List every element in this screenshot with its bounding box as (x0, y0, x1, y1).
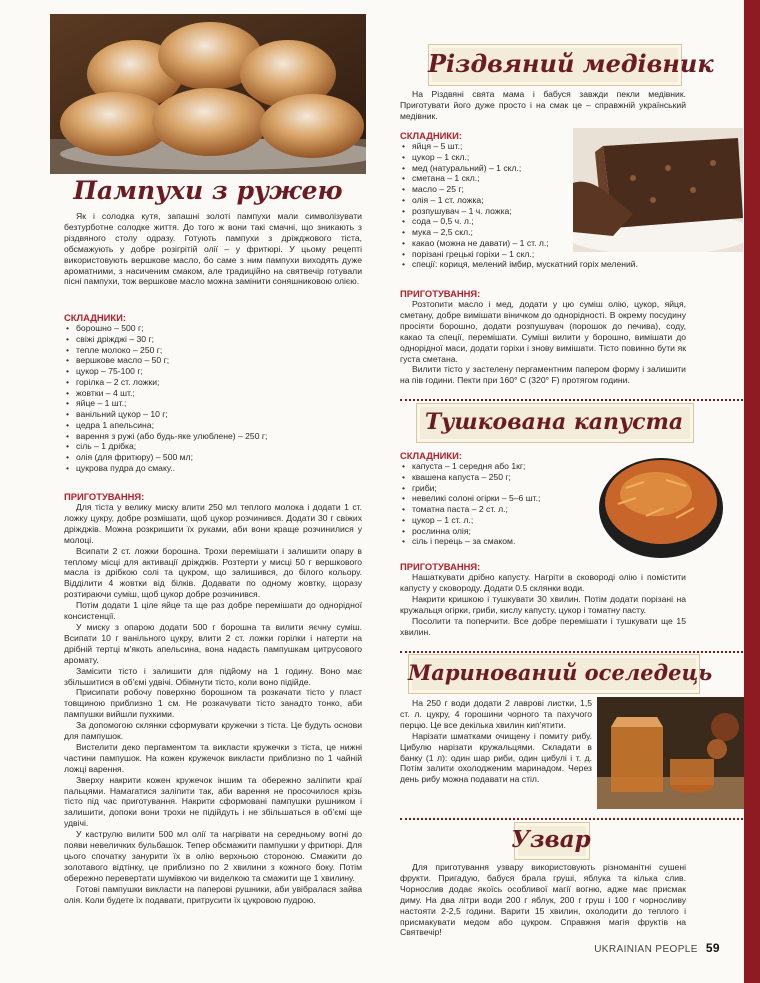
list-item: • борошно – 500 г; (64, 323, 362, 334)
pampukhy-intro (64, 211, 362, 287)
list-item: • сіль і перець – за смаком. (400, 536, 590, 547)
list-item: • тепле молоко – 250 г; (64, 345, 362, 356)
list-item: • какао (можна не давати) – 1 ст. л.; (400, 238, 680, 249)
paragraph: Вистелити деко пергаментом та викласти кружечки з тіста, це нижні частини пампушок. На кожен кружечок викласти приблизно по 1 чайній ложці варення. (64, 741, 362, 774)
paragraph: Готові пампушки викласти на паперові рушники, аби увібралася зайва олія. Коли будете їх подавати, притрусити їх цукровою пудрою. (64, 883, 362, 905)
paragraph: Для тіста у велику миску влити 250 мл теплого молока і додати 1 ст. ложку цукру, добре розмішати, щоб цукор розчинився. Додати 30 г свіжих дріжджів. Можна розкришити їх руками, аби вони краще розчинилися у молоці. (64, 502, 362, 545)
paragraph: Зверху накрити кожен кружечок іншим та обережно заліпити краї пальцями. Намагатися заліпити так, аби варення не просочилося крізь тісто під час приготування. Накрити сформовані пампушки рушником і залишити, допоки вони трохи не підійдуть і не збільшаться в об'ємі ще удвічі. (64, 774, 362, 829)
list-item: • цедра 1 апельсина; (64, 420, 362, 431)
medivnyk-intro (400, 89, 686, 122)
paragraph: Розтопити масло і мед, додати у цю суміш олію, цукор, яйця, сметану, добре вимішати віничком до однорідності. В окрему посудину просіяти борошно, додати розпушувач (порошок до печива), соду, какао та спеції, перемішати. Суміші вилити у борошно, вимішати до однорідної маси, додати горіхи і знову вимішати. Тісто повинно бути як густа сметана. (400, 299, 686, 364)
list-item: • цукор – 75-100 г; (64, 366, 362, 377)
uzvar-text (400, 862, 686, 938)
paragraph: Для приготування узвару використовують різноманітні сушені фрукти. Пригадую, бабуся брала груші, яблука та кілька слив. Чорнослив додає якоїсь особливої магії вогню, адже має присмак диму. На два літри води 200 г яблук, 200 г груш і 100 г чорносливу настояти 2-2,5 години. Варити 15 хвилин, охолодити до теплого і присмакувати медом або цукром. Справжня магія фруктів на Святвечір! (400, 862, 686, 938)
list-item: • жовтки – 4 шт.; (64, 388, 362, 399)
medivnyk-photo (573, 128, 743, 252)
kapusta-title: Тушкована капуста (424, 409, 684, 435)
oseledets-text (400, 698, 592, 785)
kapusta-photo (596, 446, 726, 560)
paragraph: Нарізати шматками очищену і помиту рибу. Цибулю нарізати кружальцями. Складати в банку (1 л): один шар риби, один цибулі і т. д. Потім залити охолодженим маринадом. Через день рибу можна подавати на стіл. (400, 730, 592, 785)
paragraph: Накрити кришкою і тушкувати 30 хвилин. Потім додати порізані на кружальця огірки, гриби, кислу капусту, цукор і томатну пасту. (400, 593, 686, 615)
medivnyk-title: Різдвяний медівник (428, 49, 714, 78)
list-item: • спеції: кориця, мелений імбир, мускатний горіх мелений. (400, 259, 680, 270)
section-divider (400, 818, 743, 820)
list-item: • яйце – 1 шт.; (64, 398, 362, 409)
paragraph: Всипати 2 ст. ложки борошна. Трохи перемішати і залишити опару в теплому місці для активації дріжджів. Розтерти у мисці 50 г вершкового масла із дрібкою солі та цукром, що залишився, до білого кольору. Відділити 4 жовтки від білків. Додавати по одному жовтку, щоразу розтираючи суміш, щоб цукор добре розчинився. (64, 545, 362, 600)
page-number: 59 (705, 941, 720, 955)
kapusta-prep-heading: ПРИГОТУВАННЯ: (400, 561, 481, 572)
paragraph: У миску з опарою додати 500 г борошна та вилити яєчну суміш. Всипати 10 г ванільного цукру, влити 2 ст. ложки горілки і натерти на дрібній тертці м'якоть апельсина, вона надасть пампушкам цитрусового аромату. (64, 621, 362, 665)
paragraph: На 250 г води додати 2 лаврові листки, 1,5 ст. л. цукру, 4 горошини чорного та пахучого перцю. Це все декілька хвилин кип'ятити. (400, 698, 592, 730)
list-item: • мед (натуральний) – 1 скл.; (400, 163, 680, 174)
list-item: • квашена капуста – 250 г; (400, 472, 590, 483)
page-edge-stripe (744, 0, 760, 983)
list-item: • сода – 0,5 ч. л.; (400, 216, 680, 227)
pampukhy-prep-heading: ПРИГОТУВАННЯ: (64, 491, 145, 502)
list-item: • гриби; (400, 483, 590, 494)
medivnyk-prep-heading: ПРИГОТУВАННЯ: (400, 288, 481, 299)
list-item: • яйця – 5 шт.; (400, 141, 680, 152)
list-item: • капуста – 1 середня або 1кг; (400, 461, 590, 472)
pampukhy-ingredient-list (64, 323, 362, 474)
page-footer (594, 941, 720, 955)
list-item: • мука – 2,5 скл.; (400, 227, 680, 238)
paragraph: Замісити тісто і залишити для підйому на 1 годину. Воно має збільшитися в об'ємі удвічі. Обімнути тісто, коли воно підійде. (64, 665, 362, 687)
kapusta-preparation (400, 561, 686, 637)
uzvar-title: Узвар (511, 826, 591, 853)
list-item: • олія – 1 ст. ложка; (400, 195, 680, 206)
list-item: • сметана – 1 скл.; (400, 173, 680, 184)
paragraph: Посолити та поперчити. Все добре перемішати і тушкувати ще 15 хвилин. (400, 615, 686, 637)
list-item: • невеликі солоні огірки – 5–6 шт.; (400, 493, 590, 504)
paragraph: Нашаткувати дрібно капусту. Нагріти в сковороді олію і помістити капусту у сковороду. Додати 0.5 склянки води. (400, 572, 686, 593)
list-item: • сіль – 1 дрібка; (64, 441, 362, 452)
list-item: • свіжі дріжджі – 30 г; (64, 334, 362, 345)
list-item: • олія (для фритюру) – 500 мл; (64, 452, 362, 463)
list-item: • розпушувач – 1 ч. ложка; (400, 206, 680, 217)
medivnyk-ingredients-heading: СКЛАДНИКИ: (400, 130, 462, 141)
paragraph: У каструлю вилити 500 мл олії та нагрівати на середньому вогні до появи невеличких бульбашок. Тепер обсмажити пампушки у фритюрі. Для цього спочатку занурити їх в олію верхньою стороною. Смажити до золотавого відтінку, це приблизно по 2 хвилини з кожного боку. Потім обережно перевертати шумівкою чи виделкою та смажити ще 1 хвилину. (64, 829, 362, 883)
paragraph: Потім додати 1 ціле яйце та ще раз добре перемішати до однорідної консистенції. (64, 600, 362, 622)
pampukhy-ingredients-heading: СКЛАДНИКИ: (64, 312, 126, 323)
list-item: • цукрова пудра до смаку.. (64, 463, 362, 474)
list-item: • ванільний цукор – 10 г; (64, 409, 362, 420)
list-item: • варення з ружі (або будь-яке улюблене) – 250 г; (64, 431, 362, 442)
list-item: • порізані грецькі горіхи – 1 скл.; (400, 249, 680, 260)
list-item: • томатна паста – 2 ст. л.; (400, 504, 590, 515)
list-item: • масло – 25 г; (400, 184, 680, 195)
oseledets-photo (597, 697, 744, 809)
kapusta-ingredient-list (400, 461, 590, 547)
list-item: • цукор – 1 ст. л.; (400, 515, 590, 526)
paragraph: Вилити тісто у застелену пергаментним папером форму і залишити на пів години. Пекти при 160° С (320° F) протягом години. (400, 364, 686, 386)
pampukhy-intro-text: Як і солодка кутя, запашні золоті пампухи мали символізувати безтурботне солодке життя. До того ж вони такі смачні, що зникають з різдвяного столу одразу. Готують пампухи з дріжджового тіста, обсмажують у добре розігрітій олії – у фритюрі. У цьому рецепті використовують вершкове масло, бо саме з ним пампухи виходять дуже ароматними, з насиченим смаком, але традиційно на святвечір готували пісні пампухи, тож вершкове масло можна замінити соняшниковою олією. (64, 211, 362, 287)
kapusta-ingredients (400, 450, 590, 547)
magazine-name: UKRAINIAN PEOPLE (594, 944, 698, 955)
pampukhy-preparation (64, 491, 362, 906)
medivnyk-intro-text: На Різдвяні свята мама і бабуся завжди пекли медівник. Приготувати його дуже просто і на смак це – справжній український медівник. (400, 89, 686, 121)
list-item: • горілка – 2 ст. ложки; (64, 377, 362, 388)
paragraph: Присипати робочу поверхню борошном та розкачати тісто у пласт товщиною приблизно 1 см. Не розкачувати тісто занадто тонко, аби пампушки вийшли пухкими. (64, 687, 362, 720)
section-divider (400, 651, 743, 653)
section-divider (400, 399, 743, 401)
medivnyk-preparation (400, 288, 686, 386)
pampukhy-photo (50, 14, 366, 174)
pampukhy-title: Пампухи з ружею (73, 176, 343, 205)
oseledets-title: Маринований оселедець (408, 660, 713, 685)
kapusta-ingredients-heading: СКЛАДНИКИ: (400, 450, 462, 461)
list-item: • рослинна олія; (400, 526, 590, 537)
pampukhy-ingredients (64, 312, 362, 474)
paragraph: За допомогою склянки сформувати кружечки з тіста. Це будуть основи для пампушок. (64, 720, 362, 742)
list-item: • вершкове масло – 50 г; (64, 355, 362, 366)
list-item: • цукор – 1 скл.; (400, 152, 680, 163)
